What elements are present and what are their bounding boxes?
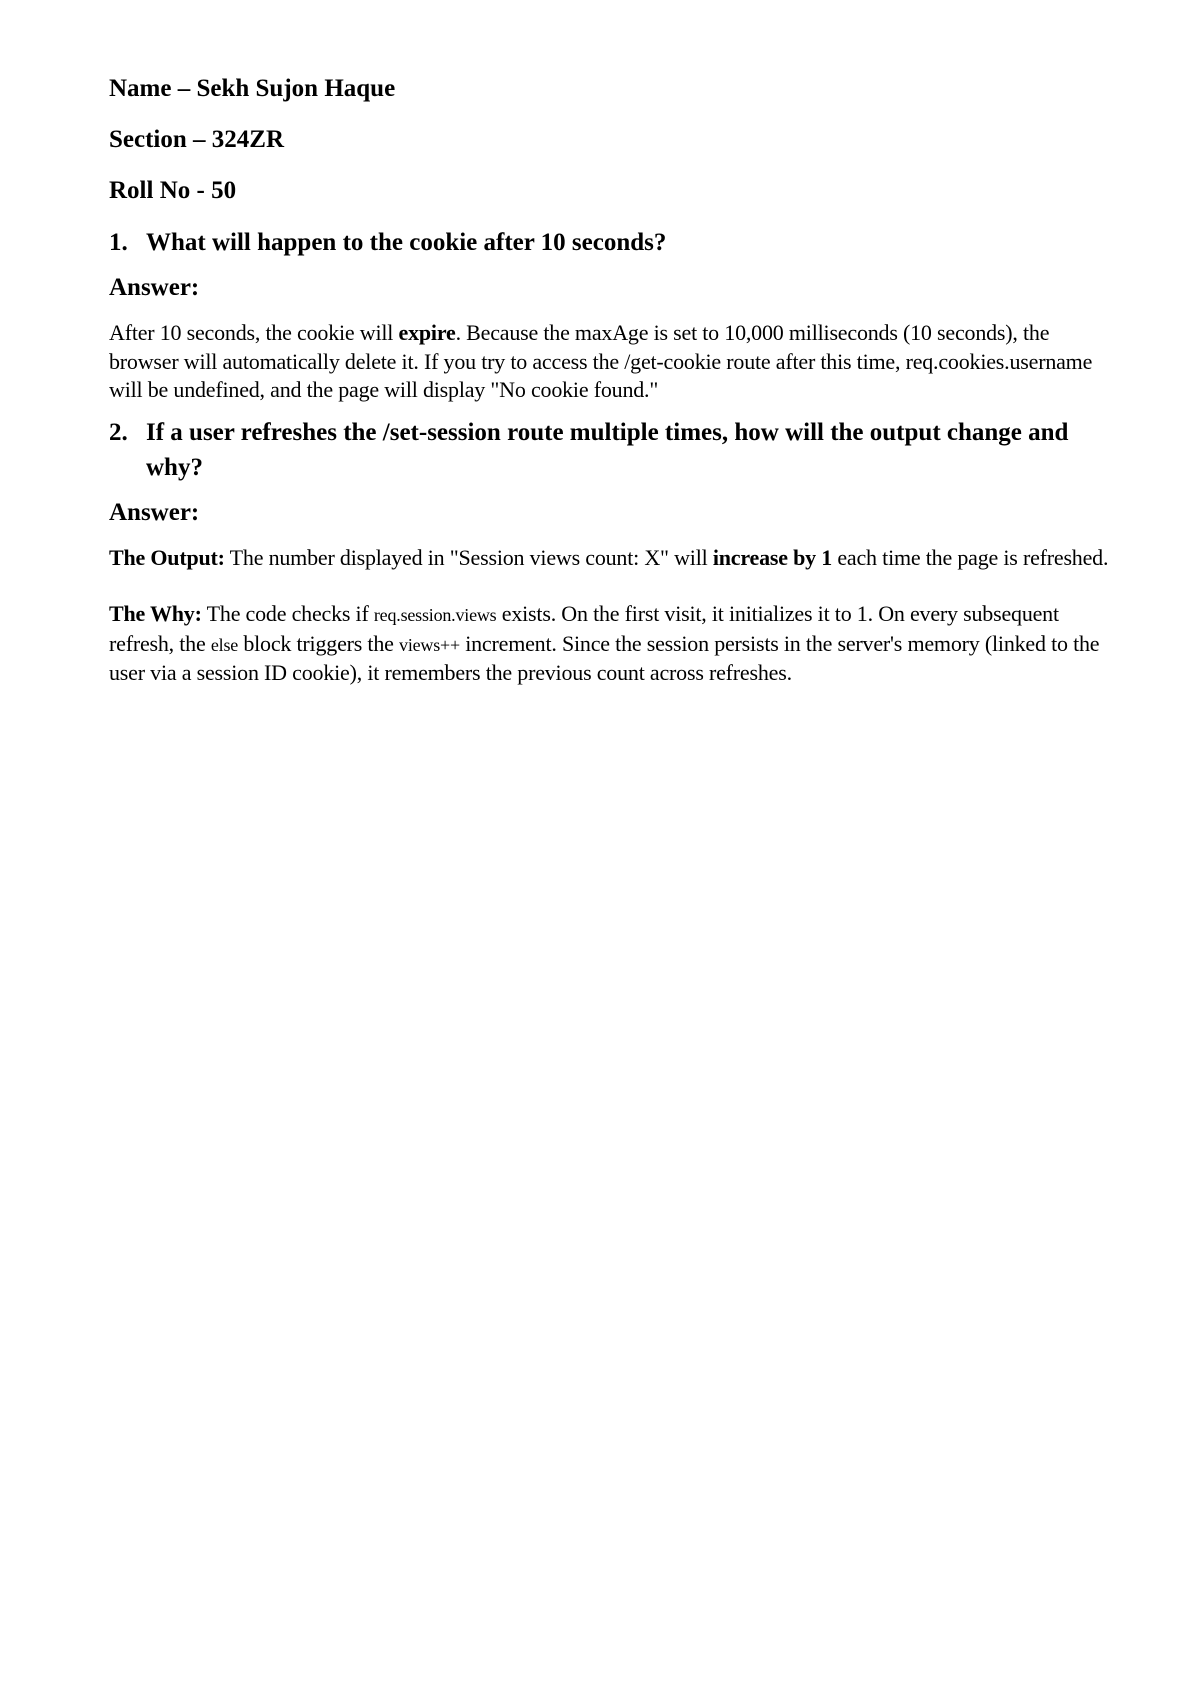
answer-2-why	[109, 600, 1119, 688]
question-1-text: What will happen to the cookie after 10 seconds?	[146, 229, 667, 256]
why-part: increment. Since the session persists in the server's memory (linked to the user via a session ID cookie), it remembers the previous count across refreshes.	[109, 630, 1100, 685]
question-1-number: 1.	[109, 229, 128, 256]
why-code: req.session.views	[373, 605, 497, 625]
answer-1-emphasis: expire	[398, 320, 456, 345]
answer-2-label: Answer:	[109, 498, 200, 526]
answer-1-text	[109, 319, 1119, 405]
document-content	[109, 72, 1119, 698]
student-roll-number: Roll No - 50	[109, 177, 237, 204]
why-part: block triggers the	[238, 630, 400, 656]
student-name: Name – Sekh Sujon Haque	[109, 75, 396, 102]
answer-1-label: Answer:	[109, 274, 200, 301]
student-section: Section – 324ZR	[109, 126, 284, 153]
output-emphasis: increase by 1	[712, 544, 833, 570]
why-label: The Why:	[109, 601, 202, 626]
output-label: The Output:	[109, 544, 225, 570]
question-2-number: 2.	[109, 418, 128, 446]
question-1	[109, 225, 1119, 260]
output-part: The number displayed in "Session views count: X" will	[224, 544, 713, 570]
why-part: The code checks if	[201, 601, 374, 626]
why-code: views++	[399, 634, 460, 655]
question-2	[109, 415, 1119, 485]
answer-2-output	[109, 544, 1119, 573]
answer-1-part: . Because the maxAge is set to 10,000 milliseconds (10 seconds), the browser will automatically delete it. If you try to access the /get-cookie route after this time, req.cookies.username will be undefined, and the page will display "No cookie found."	[109, 320, 1093, 402]
question-2-text: If a user refreshes the /set-session route multiple times, how will the output change and why?	[146, 418, 1069, 481]
why-part: exists. On the first visit, it initializes it to 1. On every subsequent refresh, the	[109, 601, 1059, 656]
output-part: each time the page is refreshed.	[832, 544, 1109, 570]
why-code: else	[210, 634, 239, 655]
answer-1-part: After 10 seconds, the cookie will	[109, 320, 399, 345]
